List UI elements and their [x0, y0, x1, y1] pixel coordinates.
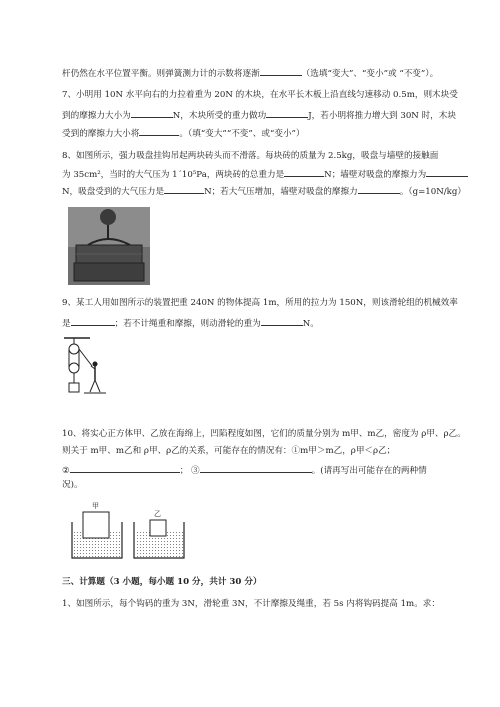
q7-text-2b: N，木块所受的重力做功 [172, 111, 267, 121]
label-yi: 乙 [154, 510, 161, 518]
q8-friction-change-blank[interactable] [358, 185, 400, 194]
q9-text-2b: ；若不计绳重和摩擦，则动滑轮的重为 [114, 319, 261, 329]
q7-text-3a: 受到的摩擦力大小将 [62, 129, 140, 139]
q7-line3 [62, 127, 305, 139]
q8-line1: 8、如图所示，强力吸盘挂钩吊起两块砖头而不滑落。每块砖的质量为 2.5kg，吸盘与墙壁的接触面 [62, 151, 439, 161]
q10-line1: 10、将实心正方体甲、乙放在海绵上，凹陷程度如图，它们的质量分别为 m甲、m乙，密度为 ρ甲、ρ乙。 [62, 429, 466, 439]
pull-rope [79, 349, 92, 366]
suction-hook-bricks-photo [68, 207, 150, 285]
brick-lower [74, 263, 144, 281]
pulley-system-diagram [60, 336, 110, 400]
q10-text-3b: ； ③ [179, 466, 200, 476]
calc1-line1: 1、如图所示，每个钩码的重为 3N，滑轮重 3N，不计摩擦及绳重，若 5s 内将钩码提高 1m。求： [62, 599, 440, 609]
q8-friction-blank[interactable] [426, 168, 468, 177]
worker-head [93, 362, 98, 367]
q7-line1: 7、小明用 10N 水平向右的力拉着重为 20N 的木块，在水平长木板上沿直线匀速移动 0.5m，则木块受 [62, 90, 458, 100]
q8-text-3c: 。（g=10N/kg） [399, 187, 466, 197]
cube-jia [83, 512, 109, 538]
q8-text-3a: N，吸盘受到的大气压力是 [62, 187, 165, 197]
movable-pulley [69, 363, 79, 373]
q9-efficiency-blank[interactable] [71, 317, 115, 326]
q8-text-2a: 为 35cm²，当时的大气压为 1´10⁵Pa，两块砖的总重力是 [62, 170, 285, 180]
q8-line2 [62, 168, 468, 180]
q9-text-2c: N。 [302, 319, 319, 329]
q6-text-a: 杆仍然在水平位置平衡。则弹簧测力计的示数将逐渐 [62, 69, 260, 79]
q8-text-2b: N；墙壁对吸盘的摩擦力为 [324, 170, 427, 180]
q7-text-2c: J，若小明将推力增大到 30N 时，木块 [308, 111, 456, 121]
q9-text-2a: 是 [62, 319, 71, 329]
q8-pressure-force-blank[interactable] [164, 185, 204, 194]
q8-line3 [62, 185, 466, 197]
section3-heading: 三、计算题（3 小题，每小题 10 分，共计 30 分） [62, 577, 262, 587]
worker-leg-right [95, 380, 100, 392]
cube-yi [150, 520, 166, 536]
q10-line3 [62, 464, 427, 476]
q7-text-2a: 到的摩擦力大小为 [62, 111, 131, 121]
q9-line2 [62, 317, 319, 329]
q6-text-b: （选填“变大”、“变小”或 “不变”）。 [301, 69, 439, 79]
q7-line2 [62, 109, 456, 121]
q10-case2-blank[interactable] [70, 464, 180, 473]
q8-weight-blank[interactable] [284, 168, 324, 177]
fixed-pulley [69, 344, 79, 354]
suction-cup [100, 209, 116, 225]
q6-tail-line [62, 67, 438, 79]
q7-text-3b: 。（填“变大”“不变”、或“变小”） [179, 129, 305, 139]
q6-answer-blank[interactable] [260, 67, 302, 76]
q7-friction-blank[interactable] [131, 109, 173, 118]
q10-text-3a: ② [62, 466, 70, 476]
q10-case3-blank[interactable] [200, 464, 312, 473]
q10-line4: 况)。 [62, 480, 83, 490]
q9-line1: 9、某工人用如图所示的装置把重 240N 的物体提高 1m，所用的拉力为 150N，则该滑轮组的机械效率 [62, 298, 458, 308]
q7-work-blank[interactable] [266, 109, 308, 118]
sponge-cubes-diagram [70, 498, 186, 560]
label-jia: 甲 [92, 502, 99, 510]
q9-pulley-weight-blank[interactable] [261, 317, 303, 326]
worker-leg-left [90, 380, 95, 392]
q8-text-3b: N；若大气压增加，墙壁对吸盘的摩擦力 [204, 187, 358, 197]
q10-line2: 则关于 m甲、m乙和 ρ甲、ρ乙的关系，可能存在的情况有：①m甲＞m乙，ρ甲＜ρ乙； [62, 446, 396, 456]
load-weight [69, 383, 79, 392]
q7-change-blank[interactable] [139, 127, 179, 136]
q10-text-3c: 。(请再写出可能存在的两种情 [311, 466, 427, 476]
